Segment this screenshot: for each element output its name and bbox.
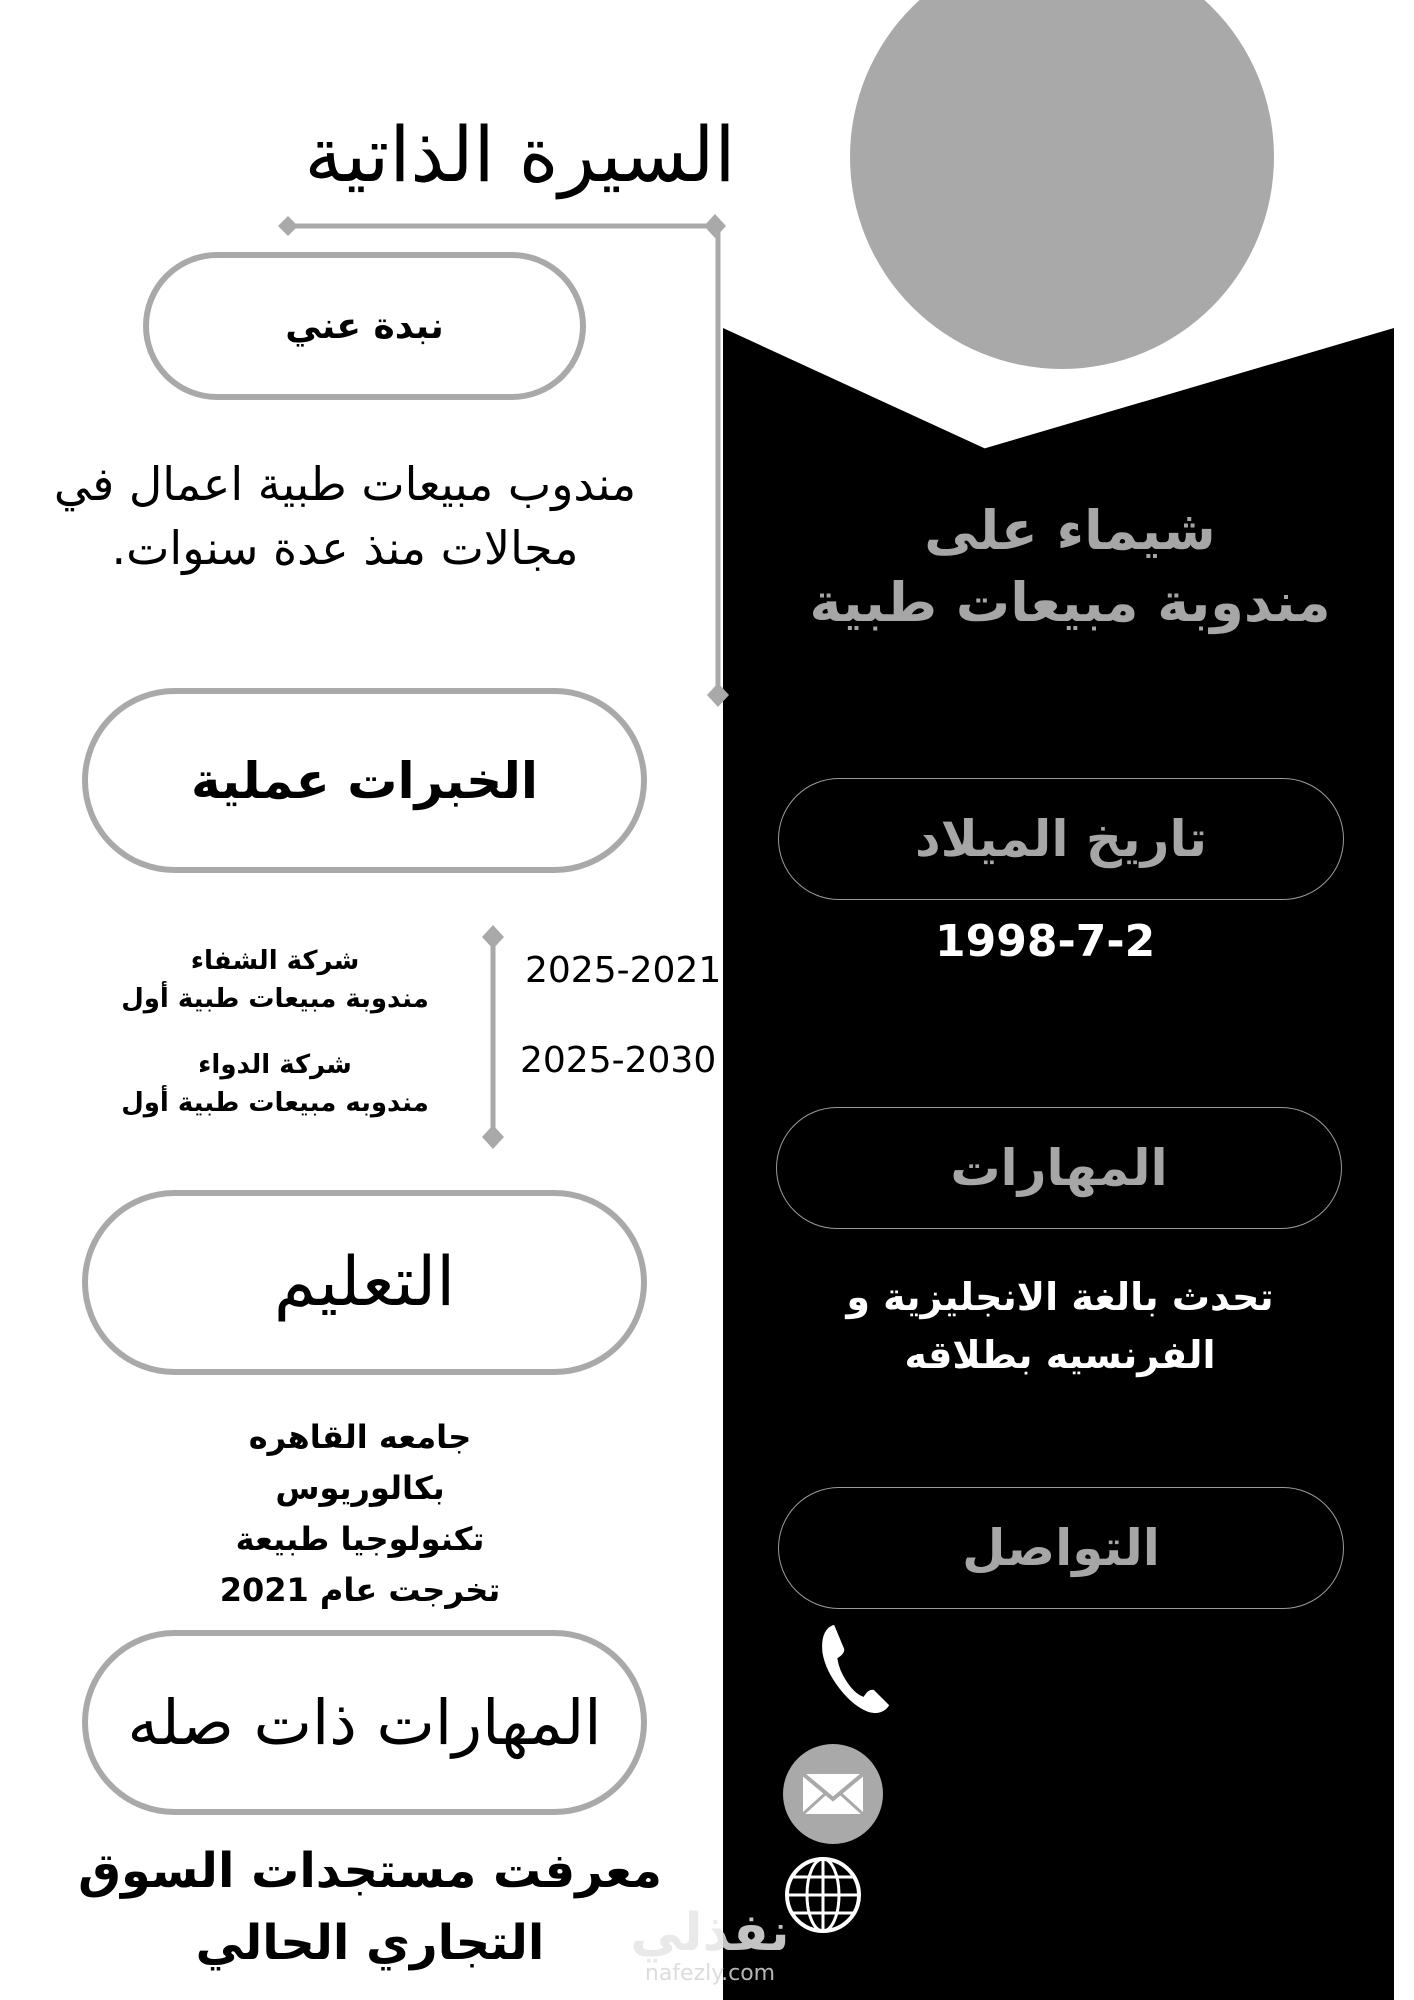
related-skills-heading: المهارات ذات صله <box>127 1686 602 1759</box>
education-heading: التعليم <box>273 1243 456 1322</box>
about-text-line: مندوب مبيعات طبية اعمال في <box>53 457 637 511</box>
experience-years: 2025-2021 <box>525 950 722 991</box>
education-details <box>170 1412 550 1616</box>
watermark <box>610 1905 810 1986</box>
profile-block <box>760 495 1380 639</box>
role-title: مندوبة مبيعات طبية أول <box>121 984 429 1014</box>
education-line: تكنولوجيا طبيعة <box>235 1520 485 1558</box>
experience-item <box>110 1046 440 1122</box>
phone-icon[interactable] <box>805 1615 905 1720</box>
about-heading: نبدة عني <box>285 305 444 347</box>
birth-date: 1998-7-2 <box>935 916 1156 967</box>
mail-icon[interactable] <box>783 1744 883 1844</box>
skills-line: الفرنسيه بطلاقه <box>904 1333 1216 1377</box>
company-name: شركة الدواء <box>198 1050 352 1080</box>
company-name: شركة الشفاء <box>190 946 360 976</box>
contact-heading: التواصل <box>962 1519 1160 1577</box>
birth-heading-pill <box>778 778 1344 900</box>
education-line: جامعه القاهره <box>248 1418 472 1456</box>
related-skills-line: التجاري الحالي <box>195 1915 545 1971</box>
education-heading-pill <box>82 1190 647 1375</box>
education-line: بكالوريوس <box>275 1469 445 1507</box>
about-text <box>0 452 690 580</box>
role-title: مندوبه مبيعات طبية أول <box>121 1088 429 1118</box>
watermark-brand: نفذلي <box>630 1903 790 1963</box>
page-title: السيرة الذاتية <box>304 110 736 199</box>
about-heading-pill <box>143 252 586 400</box>
experience-item <box>110 942 440 1018</box>
skills-line: تحدث بالغة الانجليزية و <box>846 1275 1274 1319</box>
experience-years: 2025-2030 <box>520 1040 717 1081</box>
contact-heading-pill <box>778 1487 1344 1609</box>
related-skills-heading-pill <box>82 1630 647 1815</box>
diamond-marker <box>482 925 504 949</box>
diamond-marker <box>278 216 298 236</box>
diamond-marker <box>482 1125 504 1149</box>
watermark-url: nafezly.com <box>644 1961 776 1986</box>
related-skills-text <box>40 1835 700 1979</box>
skills-heading-pill <box>776 1107 1342 1229</box>
experience-heading: الخبرات عملية <box>190 751 539 810</box>
experience-heading-pill <box>82 688 647 873</box>
about-text-line: مجالات منذ عدة سنوات. <box>111 521 579 575</box>
skills-text <box>780 1268 1340 1384</box>
profile-job-title: مندوبة مبيعات طبية <box>809 571 1331 634</box>
education-line: تخرجت عام 2021 <box>219 1571 501 1609</box>
birth-heading: تاريخ الميلاد <box>914 810 1208 868</box>
profile-name: شيماء على <box>924 499 1216 562</box>
diamond-marker <box>704 214 726 238</box>
skills-heading: المهارات <box>950 1139 1168 1197</box>
related-skills-line: معرفت مستجدات السوق <box>78 1843 662 1899</box>
diamond-marker <box>707 683 729 707</box>
